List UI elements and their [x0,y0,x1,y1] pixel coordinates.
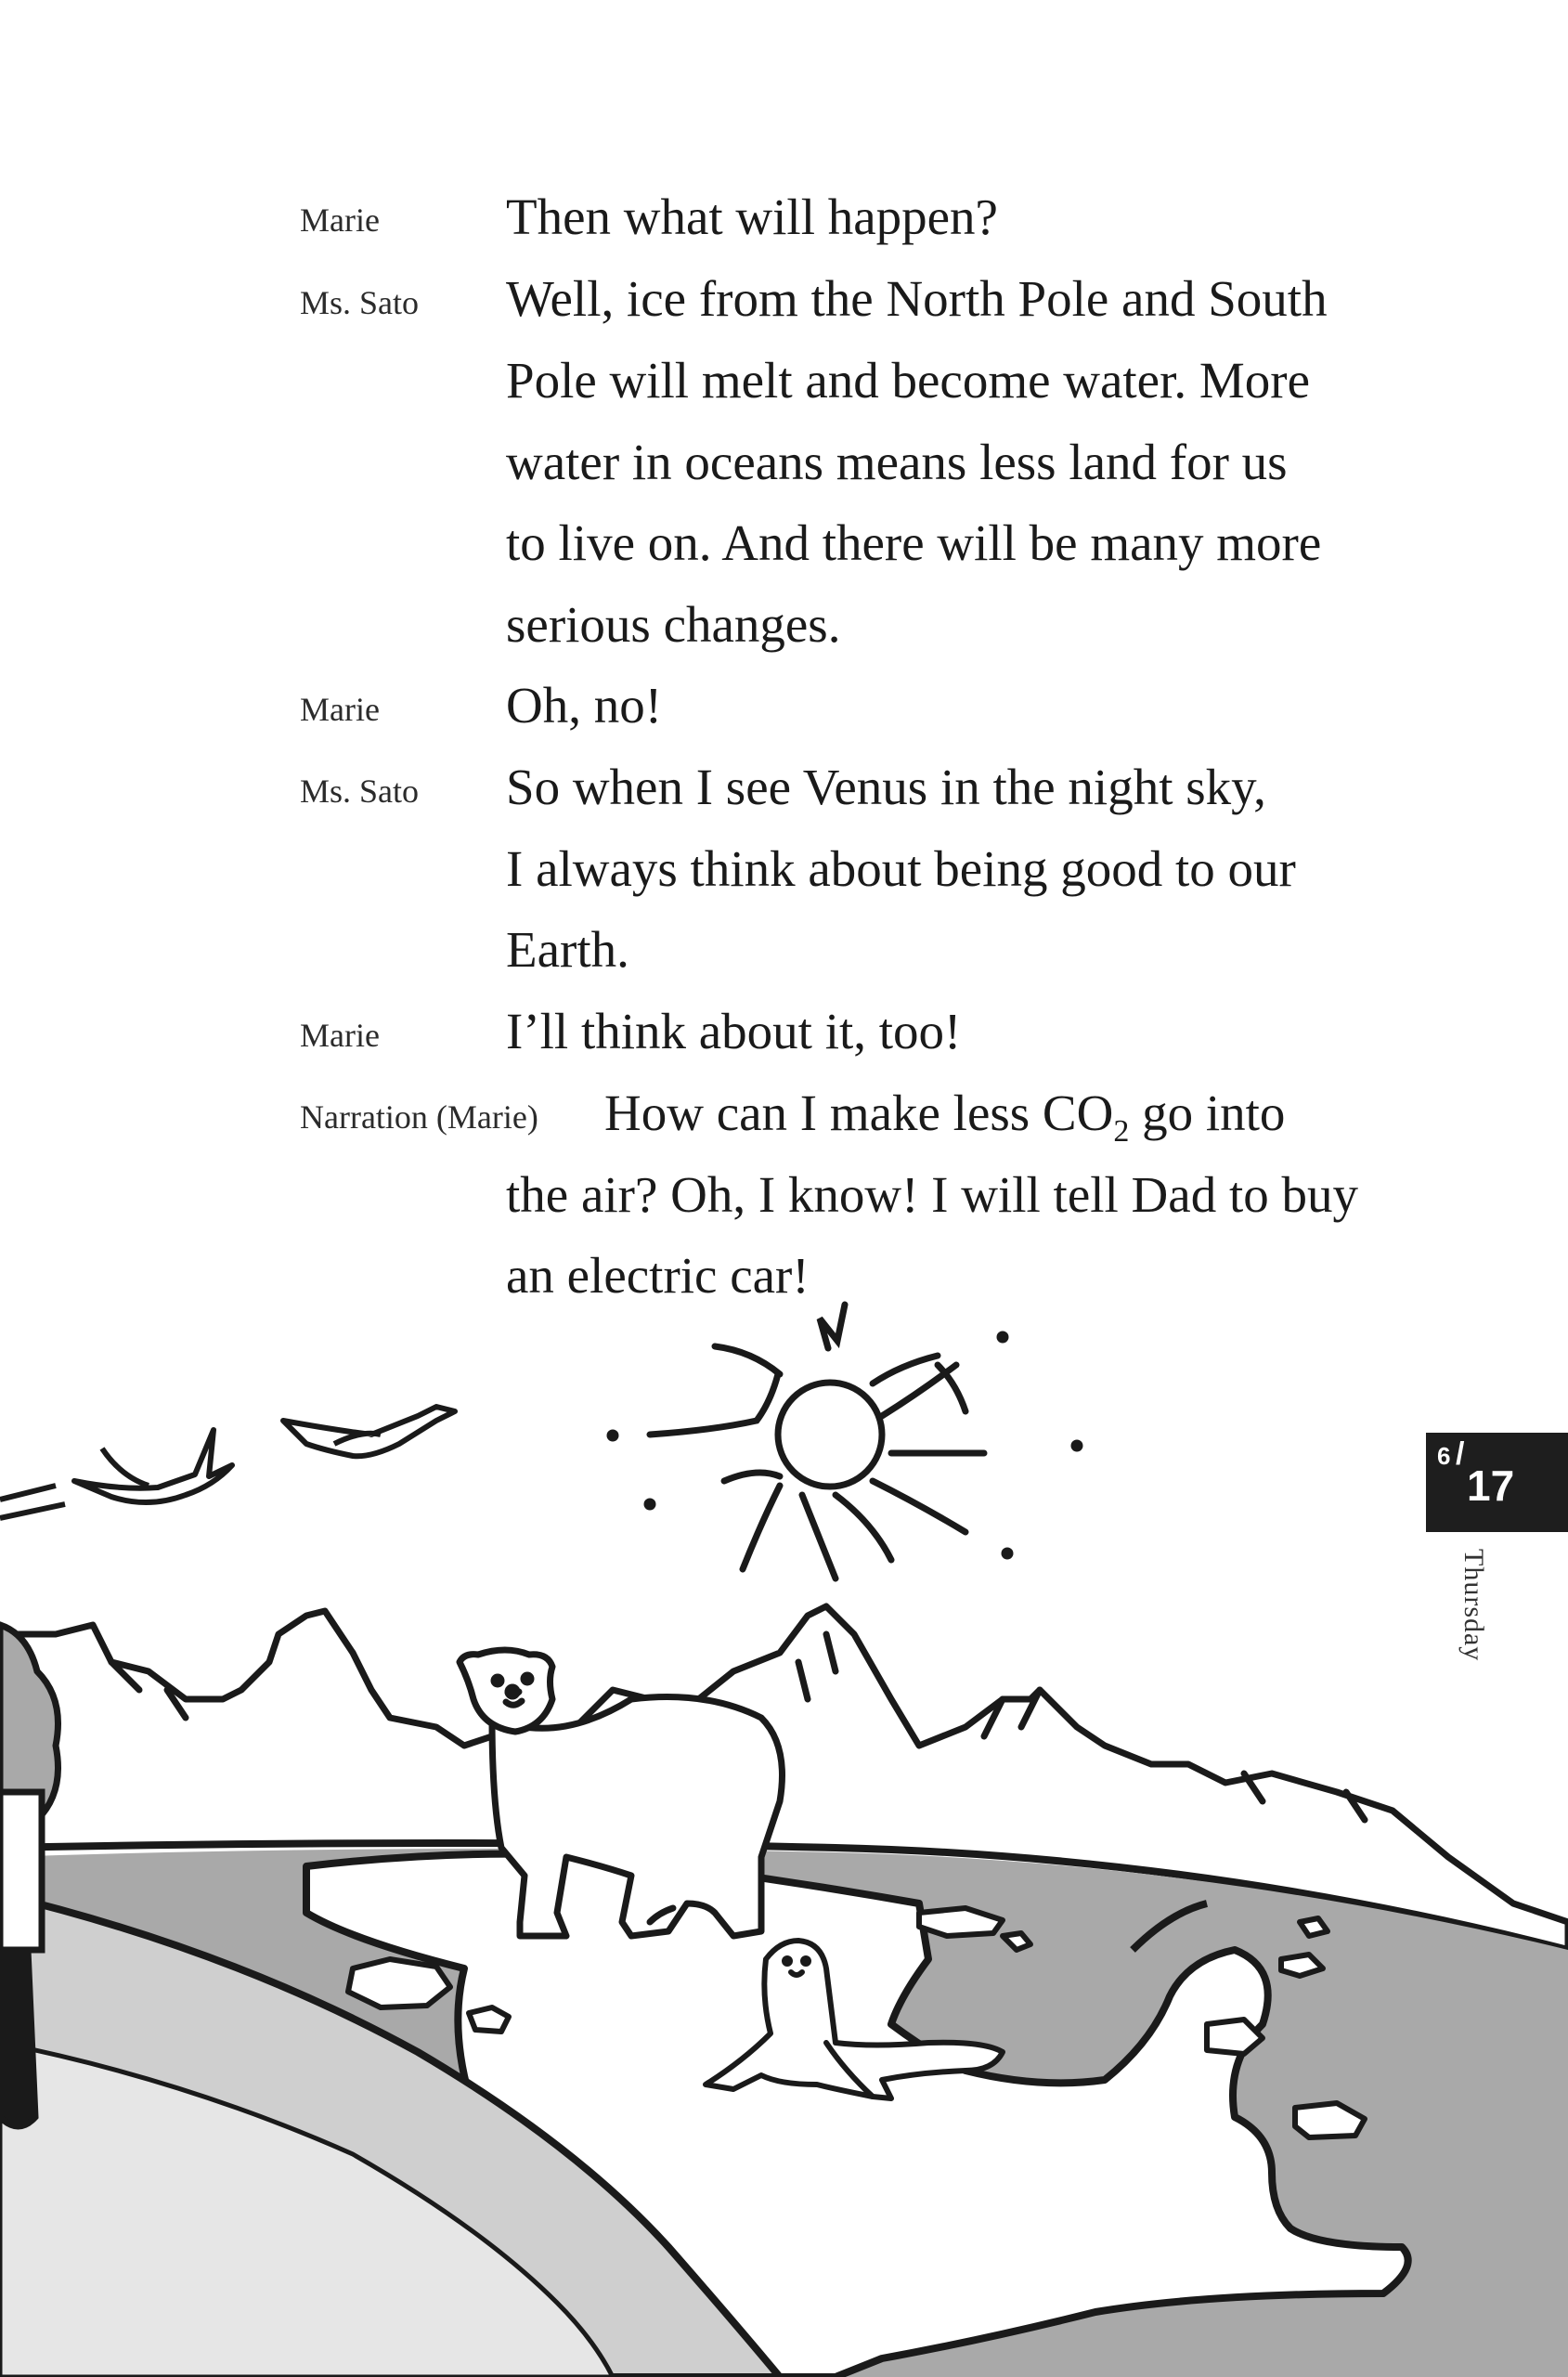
speaker-label: Marie [300,691,380,728]
date-month: 6 [1437,1442,1451,1470]
date-tab [1426,1433,1568,1532]
dialogue-line: to live on. And there will be many more [506,514,1322,571]
bird-icon [0,1430,232,1518]
dialogue-line: serious changes. [506,596,841,653]
dialogue-line: So when I see Venus in the night sky, [506,759,1266,815]
dialogue-line: Then what will happen? [506,188,998,245]
dialogue-line: water in oceans means less land for us [506,434,1288,490]
dialogue-line: Pole will melt and become water. More [506,352,1311,409]
dialogue-text: How can I make less CO [604,1085,1114,1141]
dialogue-line: the air? Oh, I know! I will tell Dad to buy [506,1166,1358,1223]
sun-icon [610,1305,1080,1578]
speaker-label: Narration (Marie) [300,1098,538,1136]
date-slash: / [1456,1436,1465,1472]
speaker-label: Marie [300,201,380,239]
date-day: 17 [1467,1461,1515,1510]
arctic-illustration [0,1281,1568,2377]
dialogue-line: Well, ice from the North Pole and South [506,270,1328,327]
weekday-label: Thursday [1458,1549,1489,1662]
dialogue-line [604,1084,1285,1150]
subscript-text: 2 [1113,1114,1130,1149]
speaker-label: Marie [300,1017,380,1054]
dialogue-line: Oh, no! [506,677,663,734]
dialogue-line: Earth. [506,921,629,978]
bird-icon [283,1407,455,1456]
dialogue-line: I always think about being good to our [506,840,1296,897]
dialogue-line: an electric car! [506,1247,810,1304]
dialogue-line: I’ll think about it, too! [506,1003,962,1059]
speaker-label: Ms. Sato [300,284,420,321]
dialogue-text: go into [1129,1085,1286,1141]
speaker-label: Ms. Sato [300,773,420,810]
